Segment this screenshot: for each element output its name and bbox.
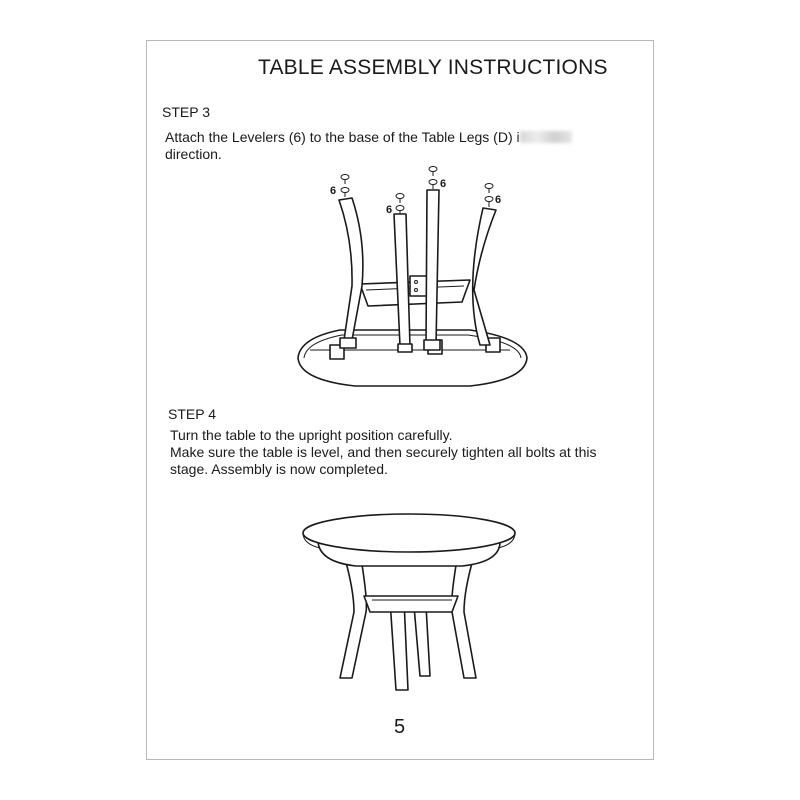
document-title: TABLE ASSEMBLY INSTRUCTIONS xyxy=(258,56,608,79)
step4-text-line2: Make sure the table is level, and then securely tighten all bolts at this xyxy=(170,444,597,460)
page-number: 5 xyxy=(394,716,406,738)
step4-label: STEP 4 xyxy=(168,406,216,422)
step3-text-line1: Attach the Levelers (6) to the base of the Table Legs (D) i xyxy=(165,129,520,145)
leveler-tag-3: 6 xyxy=(440,178,447,190)
leveler-tag-4: 6 xyxy=(495,194,502,206)
step4-text-line1: Turn the table to the upright position carefully. xyxy=(170,427,453,443)
step3-text-line2: direction. xyxy=(165,146,222,162)
step4-text-line3: stage. Assembly is now completed. xyxy=(170,461,388,477)
leveler-tag-1: 6 xyxy=(330,185,337,197)
leveler-tag-2: 6 xyxy=(386,204,393,216)
step3-label: STEP 3 xyxy=(162,104,210,120)
